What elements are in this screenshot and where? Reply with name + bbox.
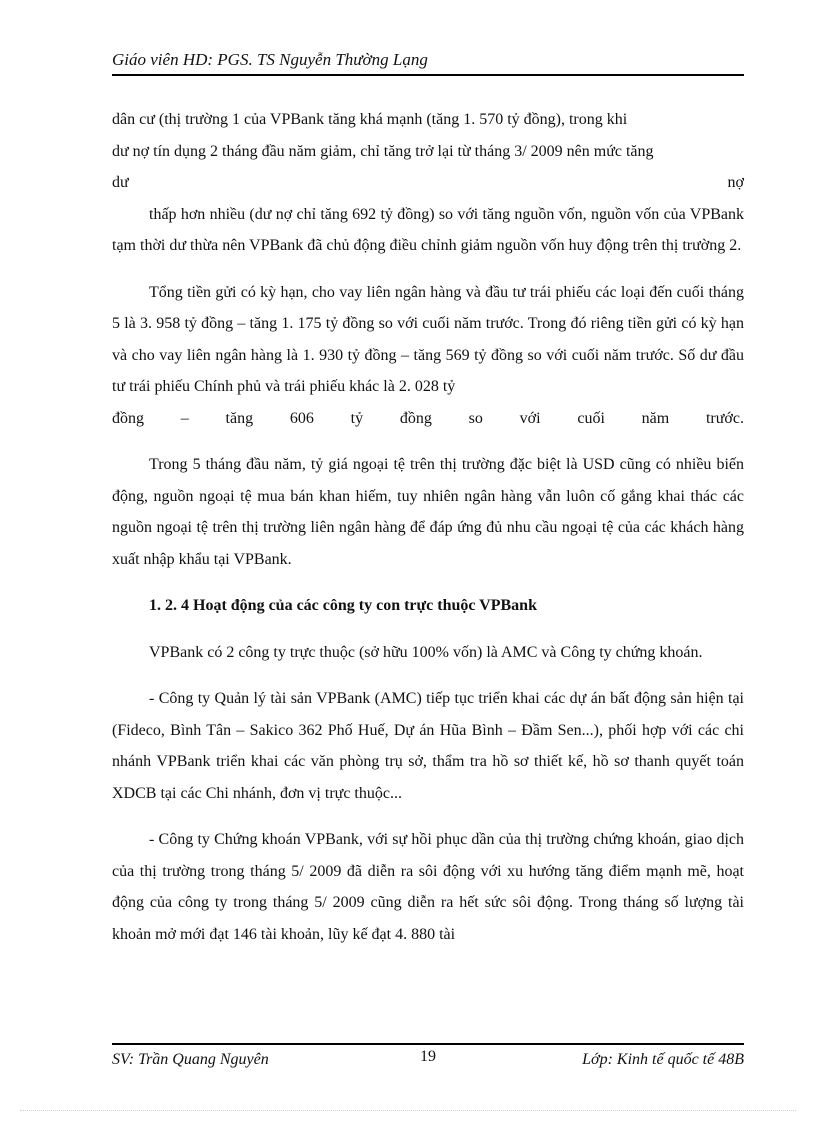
page-header — [112, 48, 744, 76]
advisor-line: Giáo viên HD: PGS. TS Nguyễn Thường Lạng — [112, 50, 428, 69]
paragraph-2: thấp hơn nhiều (dư nợ chỉ tăng 692 tỷ đồng) so với tăng nguồn vốn, nguồn vốn của VPBank tạm thời dư thừa nên VPBank đã chủ động điều chỉnh giảm nguồn vốn huy động trên thị trường 2. — [112, 205, 744, 254]
paragraph-1-line-3-right: nợ — [727, 174, 744, 191]
page-bottom-divider — [20, 1110, 796, 1111]
paragraph-1-line-2: dư nợ tín dụng 2 tháng đầu năm giảm, chỉ tăng trở lại từ tháng 3/ 2009 nên mức tăng — [112, 142, 654, 160]
paragraph-3-last-line: đồng – tăng 606 tỷ đồng so với cuối năm trước. — [112, 409, 744, 427]
paragraph-1-line-1: dân cư (thị trường 1 của VPBank tăng khá mạnh (tăng 1. 570 tỷ đồng), trong khi — [112, 111, 628, 128]
paragraph-1-line-3 — [112, 167, 744, 199]
paragraph-6: - Công ty Quản lý tài sản VPBank (AMC) tiếp tục triển khai các dự án bất động sản hiện tại (Fideco, Bình Tân – Sakico 362 Phố Huế, Dự án Hũa Bình – Đầm Sen...), phối hợp với các chi nhánh VPBank triển khai các văn phòng trụ sở, thẩm tra hồ sơ thiết kế, hồ sơ thanh quyết toán XDCB tại các Chi nhánh, đơn vị trực thuộc... — [112, 690, 744, 802]
page-number: 19 — [420, 1048, 436, 1065]
student-name: SV: Trần Quang Nguyên — [112, 1051, 269, 1068]
paragraph-4: Trong 5 tháng đầu năm, tỷ giá ngoại tệ trên thị trường đặc biệt là USD cũng có nhiều biến động, nguồn ngoại tệ mua bán khan hiếm, tuy nhiên ngân hàng vẫn luôn cố gắng khai thác các nguồn ngoại tệ trên thị trường liên ngân hàng để đáp ứng đủ nhu cầu ngoại tệ của các khách hàng xuất nhập khẩu tại VPBank. — [112, 456, 744, 568]
paragraph-1-line-3-left: dư — [112, 174, 129, 191]
paragraph-5: VPBank có 2 công ty trực thuộc (sở hữu 100% vốn) là AMC và Công ty chứng khoán. — [149, 643, 703, 661]
page-footer — [112, 1043, 744, 1068]
paragraph-7: - Công ty Chứng khoán VPBank, với sự hồi phục dần của thị trường chứng khoán, giao dịch của thị trường trong tháng 5/ 2009 đã diễn ra sôi động với xu hướng tăng điểm mạnh mẽ, hoạt động của công ty trong tháng 5/ 2009 cũng diễn ra hết sức sôi động. Trong tháng số lượng tài khoản mở mới đạt 146 tài khoản, lũy kế đạt 4. 880 tài — [112, 831, 744, 943]
paragraph-3: Tổng tiền gửi có kỳ hạn, cho vay liên ngân hàng và đầu tư trái phiếu các loại đến cuối tháng 5 là 3. 958 tỷ đồng – tăng 1. 175 tỷ đồng so với cuối năm trước. Trong đó riêng tiền gửi có kỳ hạn và cho vay liên ngân hàng là 1. 930 tỷ đồng – tăng 569 tỷ đồng so với cuối năm trước. Số dư đầu tư trái phiếu Chính phủ và trái phiếu khác là 2. 028 tỷ — [112, 283, 744, 395]
section-heading: 1. 2. 4 Hoạt động của các công ty con trực thuộc VPBank — [149, 597, 537, 614]
page-body — [112, 104, 744, 965]
class-name: Lớp: Kinh tế quốc tế 48B — [582, 1051, 744, 1068]
